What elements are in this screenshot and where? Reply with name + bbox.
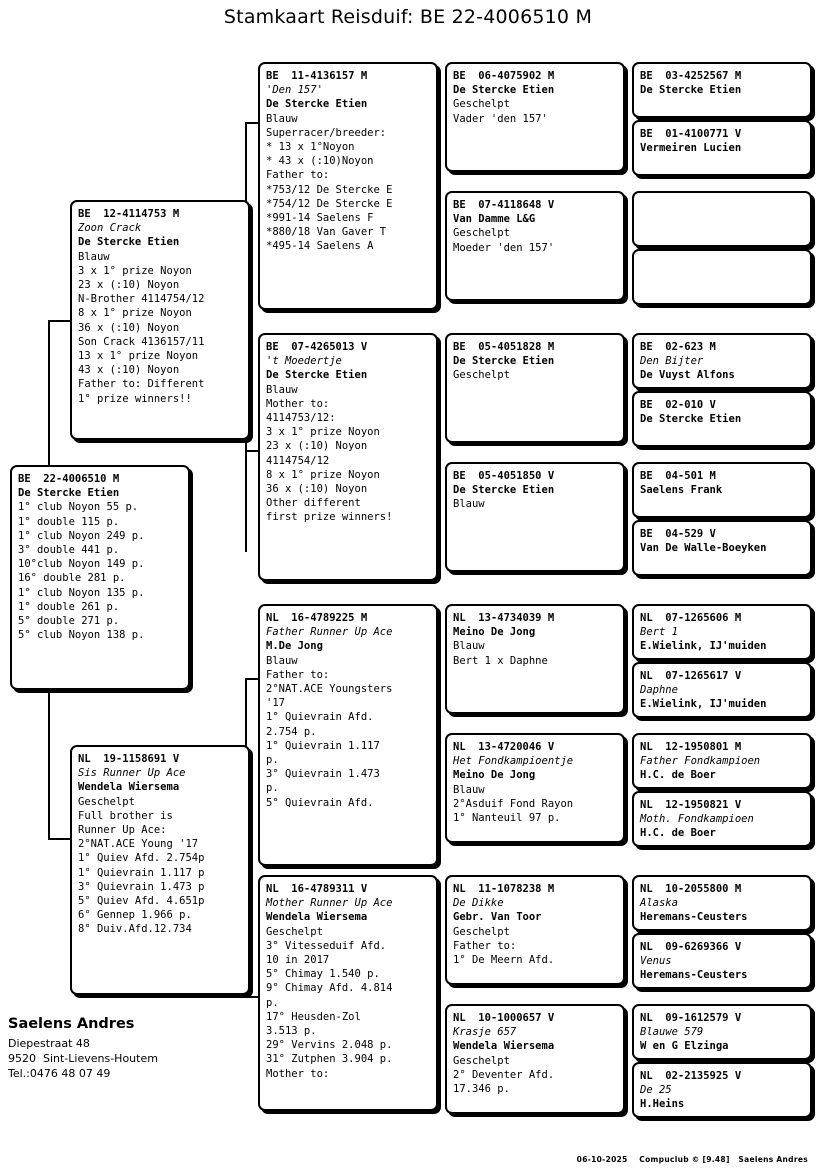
card-line: BE 12-4114753 M — [78, 208, 180, 220]
card-line: first prize winners! — [266, 511, 393, 524]
card-line: Father to: — [266, 169, 330, 182]
card-line: Wendela Wiersema — [78, 781, 180, 794]
owner-name: Saelens Andres — [8, 1016, 135, 1032]
card-line: Van De Walle-Boeyken — [640, 542, 767, 555]
card-line: NL 16-4789225 M — [266, 612, 368, 624]
card-line: 5° Chimay 1.540 p. — [266, 968, 380, 981]
card-line: BE 11-4136157 M — [266, 70, 368, 82]
card-line: De Dikke — [453, 897, 504, 910]
card-line: 1° Quievrain Afd. — [266, 711, 374, 724]
card-line: W en G Elzinga — [640, 1040, 729, 1053]
card-line: BE 02-623 M — [640, 341, 716, 353]
card-line: 17° Heusden-Zol — [266, 1010, 361, 1023]
card-line: 8 x 1° prize Noyon — [78, 307, 192, 320]
card-line: * 13 x 1°Noyon — [266, 141, 355, 154]
card-line: NL 12-1950801 M — [640, 741, 742, 753]
card-line: NL 16-4789311 V — [266, 883, 368, 895]
card-line: *991-14 Saelens F — [266, 212, 374, 225]
card-line: Geschelpt — [78, 795, 135, 808]
card-line: 1° De Meern Afd. — [453, 954, 555, 967]
card-line: Zoon Crack — [78, 222, 142, 235]
card-line: 10 in 2017 — [266, 954, 330, 967]
card-line: BE 04-529 V — [640, 528, 716, 540]
pedigree-card-gggp1[interactable] — [632, 62, 812, 118]
card-line: 13 x 1° prize Noyon — [78, 350, 199, 363]
card-line: NL 07-1265617 V — [640, 670, 742, 682]
card-line: Wendela Wiersema — [453, 1040, 555, 1053]
card-line: De Stercke Etien — [640, 84, 742, 97]
connector — [245, 678, 259, 680]
card-line: De Stercke Etien — [453, 84, 555, 97]
card-line: Blauw — [266, 383, 298, 396]
card-line: NL 09-1612579 V — [640, 1012, 742, 1024]
card-line: Full brother is — [78, 809, 173, 822]
card-line: 1° Quievrain 1.117 — [266, 739, 380, 752]
card-line: BE 05-4051850 V — [453, 470, 555, 482]
card-line: De Stercke Etien — [266, 369, 368, 382]
card-line: 1° club Noyon 55 p. — [18, 501, 139, 514]
card-line: NL 12-1950821 V — [640, 799, 742, 811]
pedigree-card-gggp2[interactable] — [632, 120, 812, 176]
card-line: Heremans-Ceusters — [640, 911, 748, 924]
card-line: H.C. de Boer — [640, 769, 716, 782]
card-line: 1° club Noyon 249 p. — [18, 529, 145, 542]
card-line: Father to: — [266, 668, 330, 681]
card-line: Saelens Frank — [640, 484, 723, 497]
card-line: 't Moedertje — [266, 355, 342, 368]
owner-block — [8, 1016, 238, 1081]
pedigree-card-ggp7[interactable] — [445, 875, 625, 985]
card-line: Gebr. Van Toor — [453, 911, 542, 924]
card-line: 3° Quievrain 1.473 p — [78, 880, 205, 893]
card-line: Son Crack 4136157/11 — [78, 335, 205, 348]
card-line: 6° Gennep 1.966 p. — [78, 909, 192, 922]
card-line: 29° Vervins 2.048 p. — [266, 1039, 393, 1052]
pedigree-card-gggp14[interactable] — [632, 933, 812, 989]
pedigree-card-subject[interactable] — [10, 465, 190, 690]
card-line: *754/12 De Stercke E — [266, 197, 393, 210]
card-line: Geschelpt — [453, 925, 510, 938]
connector — [48, 320, 72, 322]
card-line: Blauw — [453, 498, 485, 511]
card-line: E.Wielink, IJ'muiden — [640, 640, 767, 653]
card-line: De Stercke Etien — [18, 487, 120, 500]
card-line: 3° double 441 p. — [18, 544, 120, 557]
card-line: 23 x (:10) Noyon — [78, 279, 180, 292]
card-line: 3.513 p. — [266, 1025, 317, 1038]
card-line: H.Heins — [640, 1098, 685, 1111]
card-line: 5° club Noyon 138 p. — [18, 629, 145, 642]
card-line: Krasje 657 — [453, 1026, 517, 1039]
pedigree-card-gggp4[interactable] — [632, 249, 812, 305]
card-line: BE 04-501 M — [640, 470, 716, 482]
card-line: NL 13-4734039 M — [453, 612, 555, 624]
card-line: Father Fondkampioen — [640, 755, 761, 768]
card-line: BE 07-4118648 V — [453, 199, 555, 211]
card-line: * 43 x (:10)Noyon — [266, 155, 374, 168]
card-line: NL 13-4720046 V — [453, 741, 555, 753]
pedigree-card-gggp3[interactable] — [632, 191, 812, 247]
card-line: Meino De Jong — [453, 626, 536, 639]
card-line: Mother Runner Up Ace — [266, 897, 393, 910]
pedigree-card-gp4[interactable] — [258, 875, 438, 1111]
pedigree-card-mother[interactable] — [70, 745, 250, 995]
pedigree-card-gggp11[interactable] — [632, 733, 812, 789]
pedigree-card-gggp15[interactable] — [632, 1004, 812, 1060]
card-line: p. — [266, 996, 279, 1009]
card-line: Moeder 'den 157' — [453, 241, 555, 254]
card-line: 43 x (:10) Noyon — [78, 364, 180, 377]
card-line: Blauw — [78, 250, 110, 263]
card-line: Heremans-Ceusters — [640, 969, 748, 982]
card-line: Father to: Different — [78, 378, 205, 391]
card-line: 4114754/12 — [266, 454, 330, 467]
card-line: 36 x (:10) Noyon — [78, 321, 180, 334]
card-line: 3 x 1° prize Noyon — [266, 426, 380, 439]
card-line: NL 11-1078238 M — [453, 883, 555, 895]
card-line: BE 06-4075902 M — [453, 70, 555, 82]
card-line: 17.346 p. — [453, 1083, 510, 1096]
card-line: 1° club Noyon 135 p. — [18, 586, 145, 599]
card-line: *880/18 Van Gaver T — [266, 226, 387, 239]
card-line: Geschelpt — [266, 925, 323, 938]
card-line: De Stercke Etien — [453, 355, 555, 368]
pedigree-card-father[interactable] — [70, 200, 250, 440]
card-line: Van Damme L&G — [453, 213, 536, 226]
card-line: 2°NAT.ACE Young '17 — [78, 838, 199, 851]
card-line: Venus — [640, 955, 672, 968]
pedigree-card-ggp1[interactable] — [445, 62, 625, 172]
card-line: 16° double 281 p. — [18, 572, 126, 585]
card-line: 10°club Noyon 149 p. — [18, 558, 145, 571]
card-line: Geschelpt — [453, 1054, 510, 1067]
card-line: p. — [266, 782, 279, 795]
card-line: De Stercke Etien — [266, 98, 368, 111]
card-line: 5° Quievrain Afd. — [266, 796, 374, 809]
page-title: Stamkaart Reisduif: BE 22-4006510 M — [223, 6, 593, 28]
card-line: De Stercke Etien — [640, 413, 742, 426]
card-line: 3° Quievrain 1.473 — [266, 768, 380, 781]
card-line: 'Den 157' — [266, 84, 323, 97]
footer-credit: 06-10-2025 Compuclub © [9.48] Saelens Andres — [576, 1155, 808, 1164]
card-line: De Stercke Etien — [453, 484, 555, 497]
card-line: 2°Asduif Fond Rayon — [453, 797, 574, 810]
card-line: Father Runner Up Ace — [266, 626, 393, 639]
card-line: Other different — [266, 497, 361, 510]
pedigree-card-gp2[interactable] — [258, 333, 438, 581]
card-line: 3° Vitesseduif Afd. — [266, 939, 387, 952]
card-line: Bert 1 — [640, 626, 678, 639]
card-line: De Stercke Etien — [78, 236, 180, 249]
connector — [245, 996, 259, 998]
card-line: Blauw — [453, 783, 485, 796]
card-line: 4114753/12: — [266, 412, 336, 425]
card-line: Blauw — [453, 640, 485, 653]
card-line: '17 — [266, 697, 285, 710]
pedigree-card-gggp12[interactable] — [632, 791, 812, 847]
pedigree-card-gggp9[interactable] — [632, 604, 812, 660]
card-line: Father to: — [453, 939, 517, 952]
pedigree-card-gggp16[interactable] — [632, 1062, 812, 1118]
card-line: Vader 'den 157' — [453, 112, 548, 125]
card-line: 1° Quievrain 1.117 p — [78, 866, 205, 879]
card-line: De Vuyst Alfons — [640, 369, 735, 382]
pedigree-card-gggp13[interactable] — [632, 875, 812, 931]
card-line: BE 05-4051828 M — [453, 341, 555, 353]
card-line: M.De Jong — [266, 640, 323, 653]
card-line: Daphne — [640, 684, 678, 697]
card-line: BE 01-4100771 V — [640, 128, 742, 140]
card-line: 8° Duiv.Afd.12.734 — [78, 923, 192, 936]
pedigree-card-ggp5[interactable] — [445, 604, 625, 714]
card-line: 1° Quiev Afd. 2.754p — [78, 852, 205, 865]
card-line: Alaska — [640, 897, 678, 910]
card-line: Geschelpt — [453, 227, 510, 240]
card-line: Wendela Wiersema — [266, 911, 368, 924]
card-line: 31° Zutphen 3.904 p. — [266, 1053, 393, 1066]
card-line: 1° prize winners!! — [78, 392, 192, 405]
connector — [48, 838, 72, 840]
card-line: E.Wielink, IJ'muiden — [640, 698, 767, 711]
pedigree-card-gggp5[interactable] — [632, 333, 812, 389]
card-line: H.C. de Boer — [640, 827, 716, 840]
card-line: Het Fondkampioentje — [453, 755, 574, 768]
pedigree-card-ggp4[interactable] — [445, 462, 625, 572]
card-line: 3 x 1° prize Noyon — [78, 264, 192, 277]
card-line: De 25 — [640, 1084, 672, 1097]
owner-address-line: 9520 Sint-Lievens-Houtem — [8, 1052, 158, 1065]
card-line: NL 19-1158691 V — [78, 753, 180, 765]
card-line: Mother to: — [266, 1067, 330, 1080]
card-line: 1° double 115 p. — [18, 515, 120, 528]
card-line: Blauw — [266, 654, 298, 667]
card-line: 23 x (:10) Noyon — [266, 440, 368, 453]
card-line: 2° Deventer Afd. — [453, 1068, 555, 1081]
card-line: NL 07-1265606 M — [640, 612, 742, 624]
pedigree-card-ggp6[interactable] — [445, 733, 625, 843]
card-line: 2°NAT.ACE Youngsters — [266, 683, 393, 696]
card-line: 2.754 p. — [266, 725, 317, 738]
pedigree-card-ggp2[interactable] — [445, 191, 625, 301]
card-line: Geschelpt — [453, 98, 510, 111]
pedigree-card-ggp8[interactable] — [445, 1004, 625, 1114]
card-line: *495-14 Saelens A — [266, 240, 374, 253]
pedigree-card-gggp10[interactable] — [632, 662, 812, 718]
card-line: 5° Quiev Afd. 4.651p — [78, 895, 205, 908]
card-line: Geschelpt — [453, 369, 510, 382]
card-line: Superracer/breeder: — [266, 126, 387, 139]
card-line: BE 07-4265013 V — [266, 341, 368, 353]
card-line: NL 10-1000657 V — [453, 1012, 555, 1024]
card-line: *753/12 De Stercke E — [266, 183, 393, 196]
connector — [245, 450, 259, 452]
card-line: BE 03-4252567 M — [640, 70, 742, 82]
card-line: N-Brother 4114754/12 — [78, 293, 205, 306]
card-line: Blauwe 579 — [640, 1026, 704, 1039]
card-line: Den Bijter — [640, 355, 704, 368]
card-line: 5° double 271 p. — [18, 615, 120, 628]
card-line: NL 09-6269366 V — [640, 941, 742, 953]
card-line: BE 02-010 V — [640, 399, 716, 411]
card-line: 8 x 1° prize Noyon — [266, 468, 380, 481]
card-line: NL 02-2135925 V — [640, 1070, 742, 1082]
card-line: Meino De Jong — [453, 769, 536, 782]
card-line: 9° Chimay Afd. 4.814 — [266, 982, 393, 995]
pedigree-card-gp1[interactable] — [258, 62, 438, 310]
card-line: Runner Up Ace: — [78, 824, 167, 837]
card-line: 1° double 261 p. — [18, 600, 120, 613]
card-line: p. — [266, 754, 279, 767]
pedigree-card-gggp7[interactable] — [632, 462, 812, 518]
card-line: Vermeiren Lucien — [640, 142, 742, 155]
connector — [245, 122, 259, 124]
pedigree-card-gggp8[interactable] — [632, 520, 812, 576]
card-line: NL 10-2055800 M — [640, 883, 742, 895]
pedigree-card-gp3[interactable] — [258, 604, 438, 866]
pedigree-card-ggp3[interactable] — [445, 333, 625, 443]
card-line: Blauw — [266, 112, 298, 125]
card-line: Mother to: — [266, 397, 330, 410]
card-line: Moth. Fondkampioen — [640, 813, 754, 826]
card-line: Bert 1 x Daphne — [453, 654, 548, 667]
card-line: 1° Nanteuil 97 p. — [453, 812, 561, 825]
owner-phone-line: Tel.:0476 48 07 49 — [8, 1067, 111, 1080]
card-line: BE 22-4006510 M — [18, 473, 120, 485]
pedigree-card-gggp6[interactable] — [632, 391, 812, 447]
owner-address-line: Diepestraat 48 — [8, 1037, 90, 1050]
card-line: Sis Runner Up Ace — [78, 767, 186, 780]
card-line: 36 x (:10) Noyon — [266, 483, 368, 496]
